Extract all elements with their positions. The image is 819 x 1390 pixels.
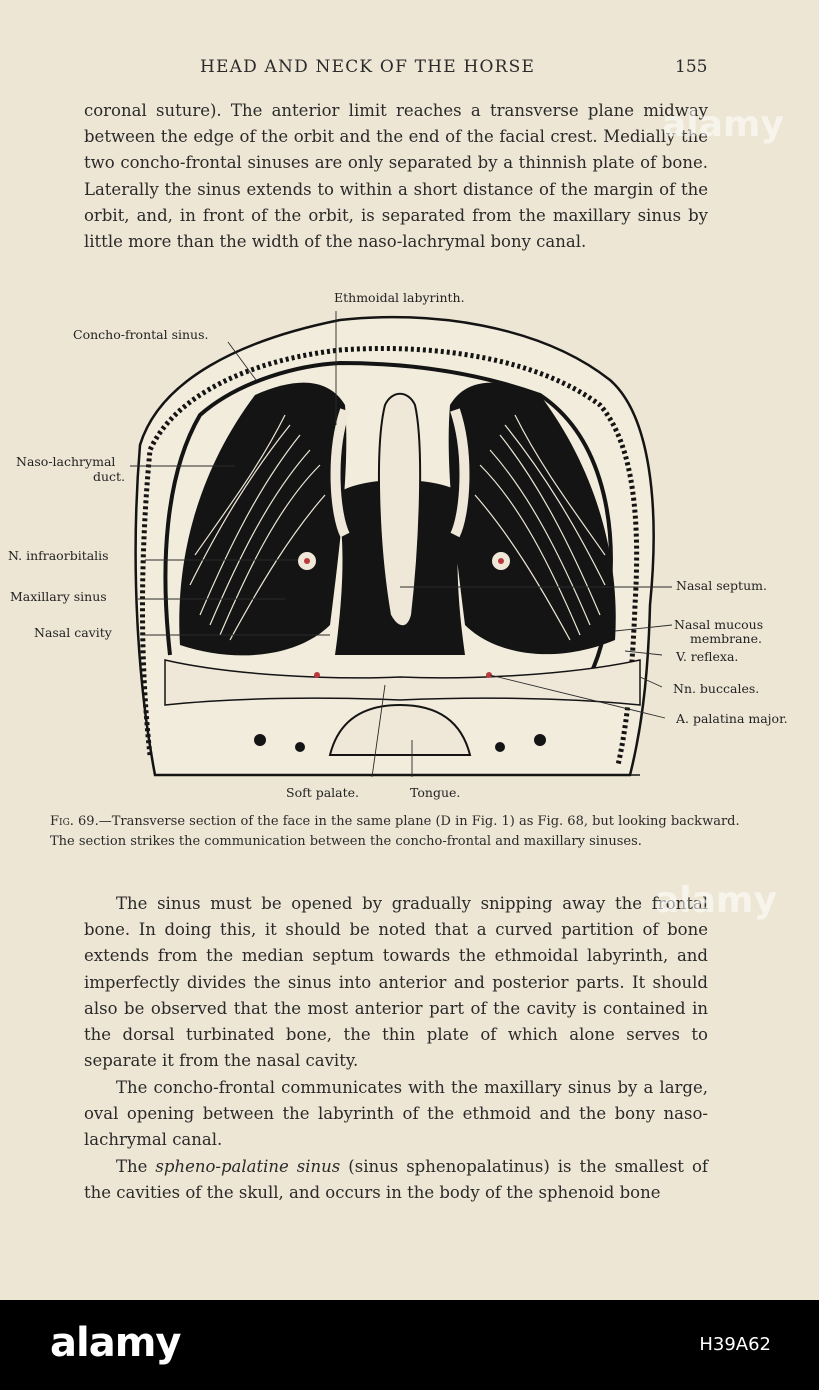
anatomical-figure — [0, 285, 819, 815]
label-v-reflexa: V. reflexa. — [676, 649, 739, 664]
label-membrane: membrane. — [690, 631, 762, 646]
alamy-logo: alamy — [50, 1320, 181, 1366]
paragraph-4-lead: The — [116, 1157, 148, 1176]
label-concho-frontal-sinus: Concho-frontal sinus. — [73, 327, 209, 342]
label-naso-lachrymal-duct: duct. — [93, 469, 126, 484]
watermark-top: alamy — [662, 104, 784, 145]
label-maxillary-sinus: Maxillary sinus — [10, 589, 107, 604]
paragraph-3: The concho-frontal communicates with the maxillary sinus by a large, oval opening between the labyrinth of the ethmoid and the bony naso-lachrymal canal. — [84, 1078, 708, 1150]
label-nasal-septum: Nasal septum. — [676, 578, 767, 593]
caption-text: —Transverse section of the face in the same plane (D in Fig. 1) as Fig. 68, but looking backward. The section strikes the communication between the concho-frontal and maxillary sinuses. — [50, 814, 740, 849]
page-number: 155 — [675, 57, 708, 77]
term-spheno-palatine-sinus: spheno-palatine sinus — [155, 1157, 341, 1176]
image-id: H39A62 — [699, 1334, 771, 1355]
caption-figure-number: Fig. 69. — [50, 814, 99, 829]
stock-footer — [0, 1300, 819, 1390]
label-ethmoidal-labyrinth: Ethmoidal labyrinth. — [334, 290, 465, 305]
paragraph-1: coronal suture). The anterior limit reaches a transverse plane midway between the edge of the orbit and the end of the facial crest. Medially the two concho-frontal sinuses are only separated by a thinnish plate of bone. Laterally the sinus extends to within a short distance of the margin of the orbit, and, in front of the orbit, is separated from the maxillary sinus by little more than the width of the naso-lachrymal bony canal. — [84, 101, 708, 252]
label-nasal-mucous: Nasal mucous — [674, 617, 764, 632]
paragraph-4-rest: (sinus sphenopalatinus) is the smallest of the cavities of the skull, and occurs in the body of the sphenoid bone — [84, 1157, 708, 1203]
label-nasal-cavity: Nasal cavity — [34, 625, 112, 640]
label-tongue: Tongue. — [410, 785, 461, 800]
label-nn-buccales: Nn. buccales. — [673, 681, 760, 696]
label-a-palatina-major: A. palatina major. — [676, 711, 788, 726]
label-soft-palate: Soft palate. — [286, 785, 360, 800]
label-n-infraorbitalis: N. infraorbitalis — [8, 548, 109, 563]
paragraph-4 — [84, 1154, 708, 1206]
left-palatine-vessel — [314, 672, 320, 678]
skull-cross-section-illustration — [0, 285, 819, 815]
figure-caption — [50, 812, 750, 852]
paragraph-2: The sinus must be opened by gradually snipping away the frontal bone. In doing this, it should be noted that a curved partition of bone extends from the median septum towards the ethmoidal labyrinth, and imperfectly divides the sinus into anterior and posterior parts. It should also be observed that the most anterior part of the cavity is contained in the dorsal turbinated bone, the thin plate of which alone serves to separate it from the nasal cavity. — [84, 894, 708, 1071]
watermark-bottom: alamy — [655, 880, 777, 921]
label-naso-lachrymal: Naso-lachrymal — [16, 454, 116, 469]
running-head: HEAD AND NECK OF THE HORSE — [200, 57, 536, 77]
